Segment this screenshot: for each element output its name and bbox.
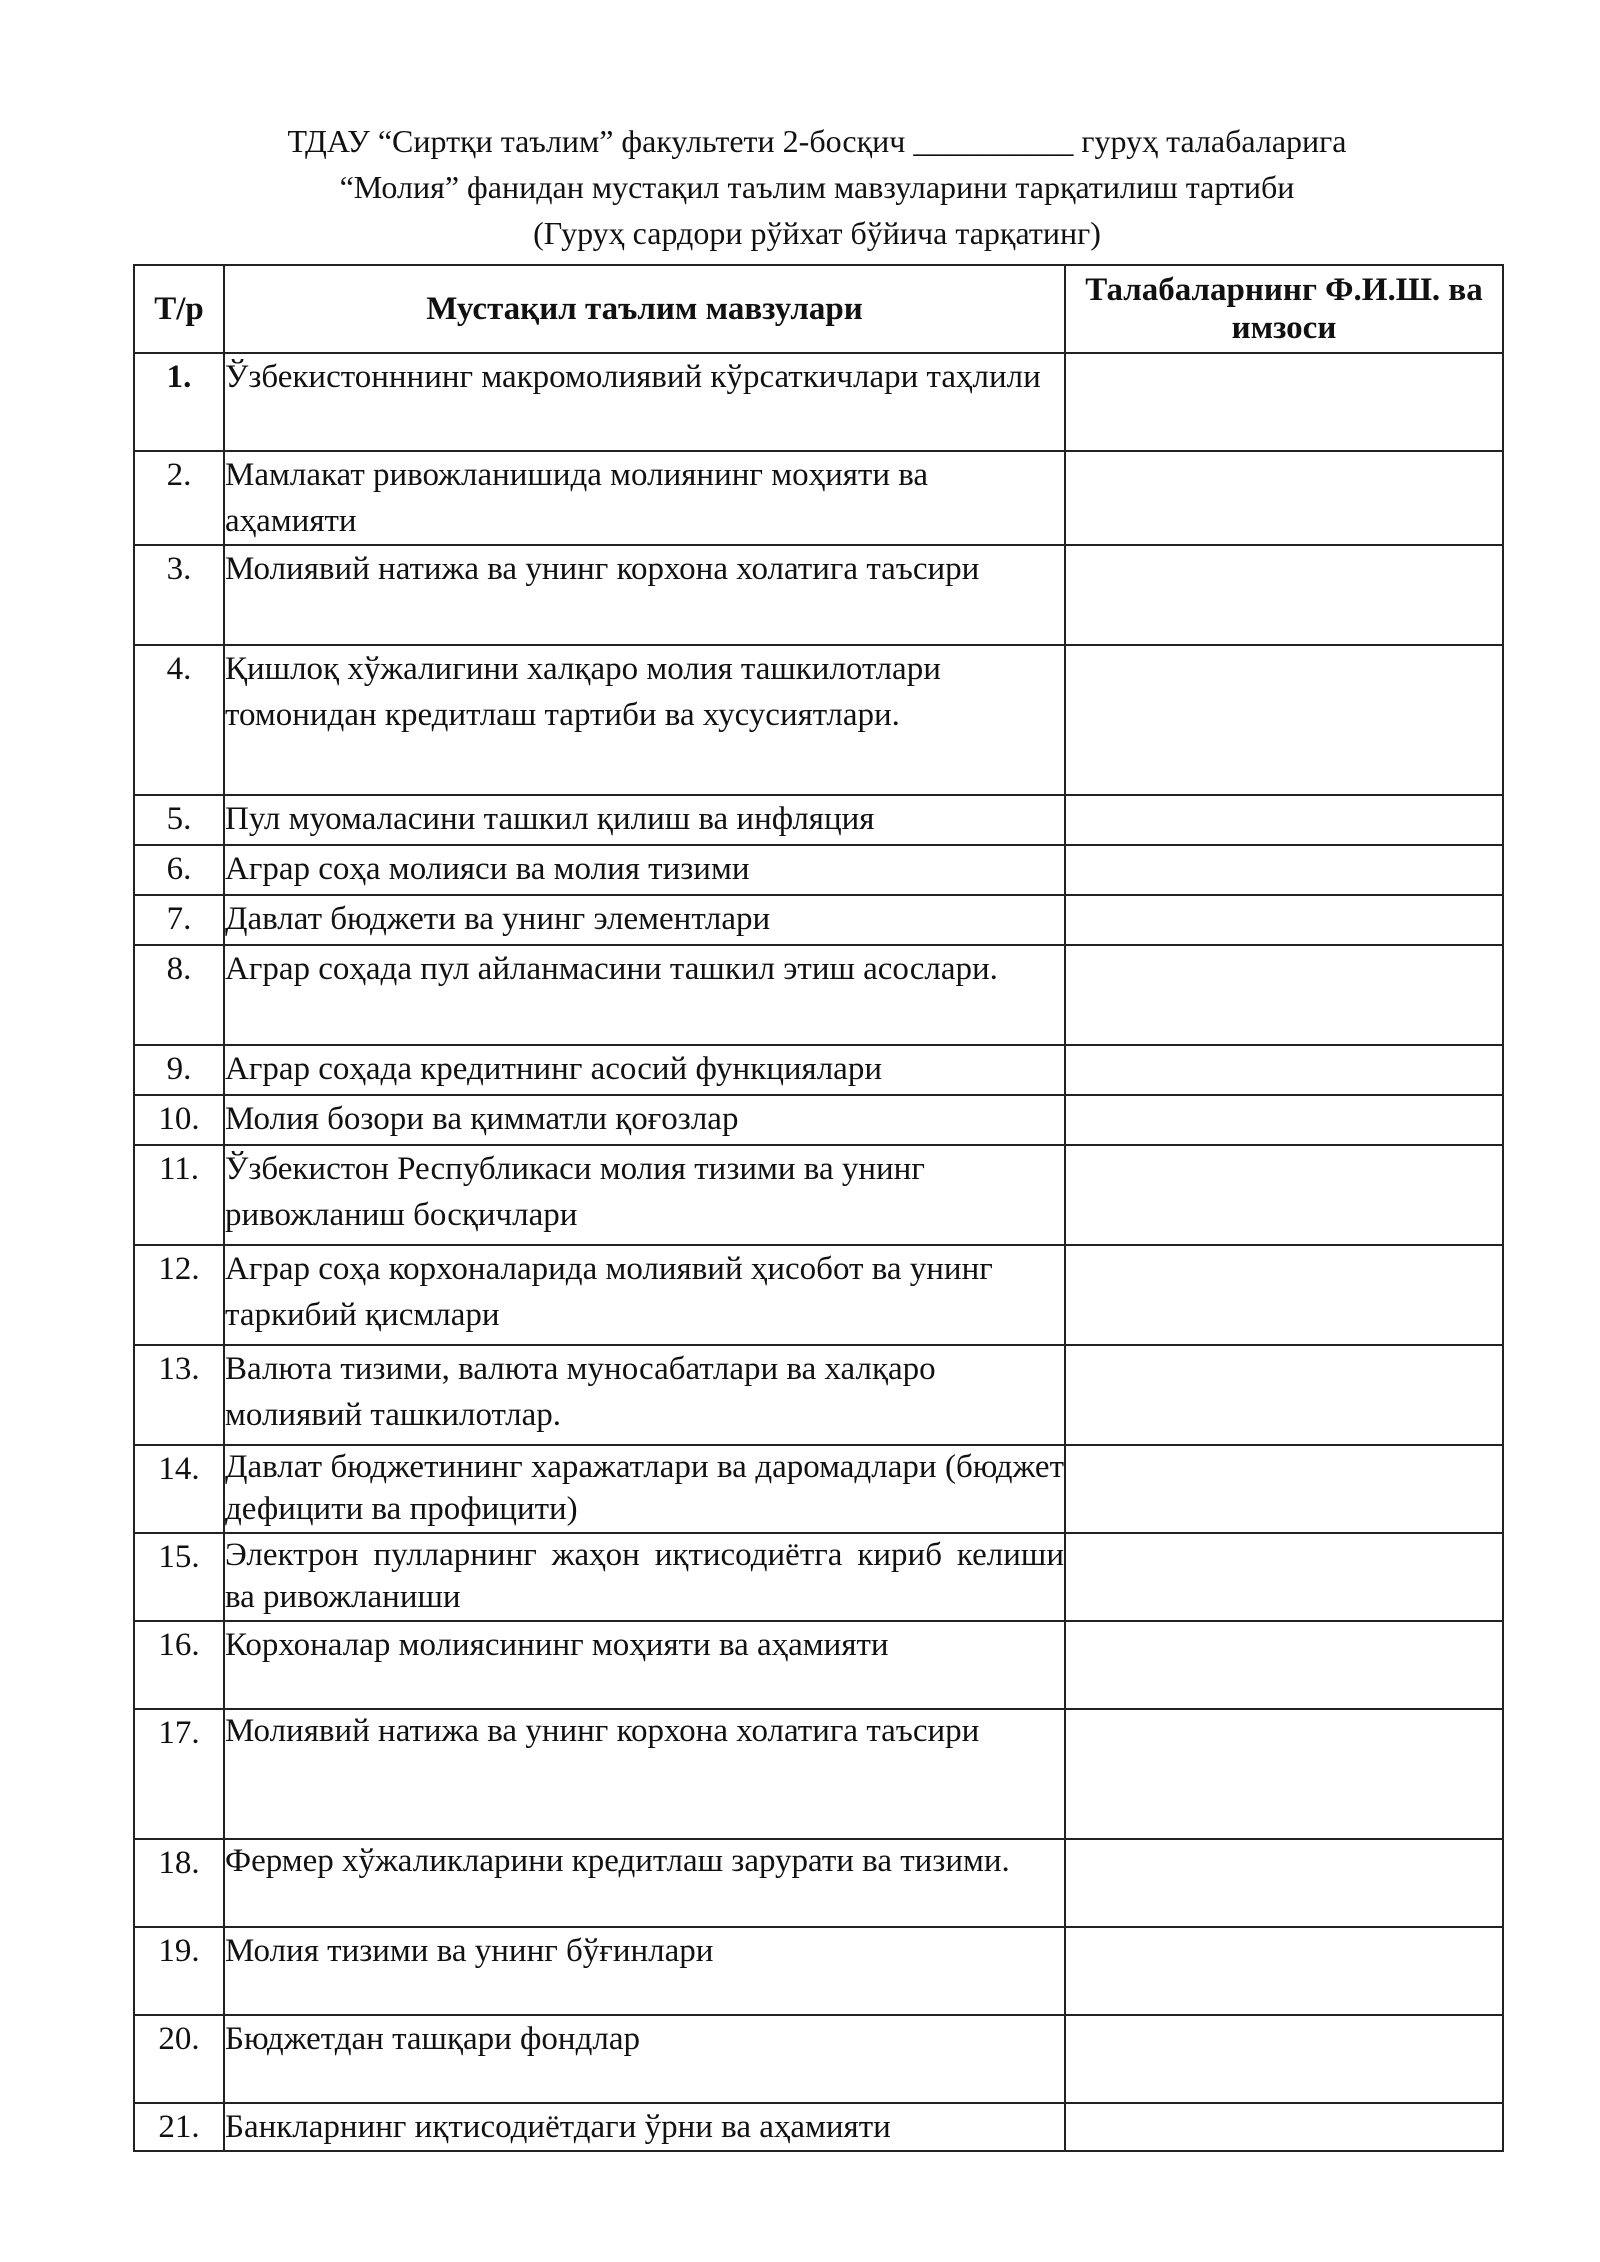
table-row xyxy=(134,1621,1503,1709)
table-row xyxy=(134,1345,1503,1445)
row-topic: Пул муомаласини ташкил қилиш ва инфляция xyxy=(224,795,1065,845)
row-topic: Молиявий натижа ва унинг корхона холатига таъсири xyxy=(224,1709,1065,1839)
row-topic: Давлат бюджетининг харажатлари ва даромадлари (бюджет дефицити ва профицити) xyxy=(224,1445,1065,1533)
row-signature-cell[interactable] xyxy=(1065,353,1503,451)
table-row xyxy=(134,845,1503,895)
row-topic: Электрон пулларнинг жаҳон иқтисодиётга кириб келиши ва ривожланиши xyxy=(224,1533,1065,1621)
row-signature-cell[interactable] xyxy=(1065,1839,1503,1927)
topics-table xyxy=(133,264,1504,2152)
row-number: 12. xyxy=(134,1245,224,1345)
row-signature-cell[interactable] xyxy=(1065,2015,1503,2103)
column-header-number: Т/р xyxy=(134,265,224,353)
row-topic: Молиявий натижа ва унинг корхона холатига таъсири xyxy=(224,545,1065,645)
row-topic: Аграр соҳада кредитнинг асосий функциялари xyxy=(224,1045,1065,1095)
row-signature-cell[interactable] xyxy=(1065,451,1503,545)
row-signature-cell[interactable] xyxy=(1065,945,1503,1045)
row-topic: Молия бозори ва қимматли қоғозлар xyxy=(224,1095,1065,1145)
row-topic: Қишлоқ хўжалигини халқаро молия ташкилотлари томонидан кредитлаш тартиби ва хусусиятлари. xyxy=(224,645,1065,795)
row-signature-cell[interactable] xyxy=(1065,1533,1503,1621)
row-number: 7. xyxy=(134,895,224,945)
row-number: 21. xyxy=(134,2103,224,2151)
row-number: 20. xyxy=(134,2015,224,2103)
column-header-topic: Мустақил таълим мавзулари xyxy=(224,265,1065,353)
table-row xyxy=(134,1709,1503,1839)
row-signature-cell[interactable] xyxy=(1065,2103,1503,2151)
row-number: 17. xyxy=(134,1709,224,1839)
row-signature-cell[interactable] xyxy=(1065,1245,1503,1345)
row-signature-cell[interactable] xyxy=(1065,1145,1503,1245)
row-topic: Аграр соҳа корхоналарида молиявий ҳисобот ва унинг таркибий қисмлари xyxy=(224,1245,1065,1345)
row-signature-cell[interactable] xyxy=(1065,795,1503,845)
row-number: 19. xyxy=(134,1927,224,2015)
table-row xyxy=(134,1533,1503,1621)
row-number: 11. xyxy=(134,1145,224,1245)
row-number: 3. xyxy=(134,545,224,645)
row-number: 15. xyxy=(134,1533,224,1621)
table-row xyxy=(134,1445,1503,1533)
document-header xyxy=(133,118,1501,256)
table-row xyxy=(134,1045,1503,1095)
row-topic: Банкларнинг иқтисодиётдаги ўрни ва аҳамияти xyxy=(224,2103,1065,2151)
row-topic: Корхоналар молиясининг моҳияти ва аҳамияти xyxy=(224,1621,1065,1709)
row-number: 10. xyxy=(134,1095,224,1145)
row-number: 13. xyxy=(134,1345,224,1445)
table-row xyxy=(134,1839,1503,1927)
column-header-signature: Талабаларнинг Ф.И.Ш. ва имзоси xyxy=(1065,265,1503,353)
row-signature-cell[interactable] xyxy=(1065,645,1503,795)
row-topic: Мамлакат ривожланишида молиянинг моҳияти ва аҳамияти xyxy=(224,451,1065,545)
row-topic: Давлат бюджети ва унинг элементлари xyxy=(224,895,1065,945)
row-number: 6. xyxy=(134,845,224,895)
row-signature-cell[interactable] xyxy=(1065,845,1503,895)
row-signature-cell[interactable] xyxy=(1065,1045,1503,1095)
table-row xyxy=(134,945,1503,1045)
table-row xyxy=(134,1245,1503,1345)
row-signature-cell[interactable] xyxy=(1065,1621,1503,1709)
row-number: 9. xyxy=(134,1045,224,1095)
row-number: 4. xyxy=(134,645,224,795)
row-number: 8. xyxy=(134,945,224,1045)
row-topic: Ўзбекистонннинг макромолиявий кўрсаткичлари таҳлили xyxy=(224,353,1065,451)
row-number: 5. xyxy=(134,795,224,845)
row-topic: Валюта тизими, валюта муносабатлари ва халқаро молиявий ташкилотлар. xyxy=(224,1345,1065,1445)
row-signature-cell[interactable] xyxy=(1065,1095,1503,1145)
table-row xyxy=(134,353,1503,451)
table-row xyxy=(134,2015,1503,2103)
table-body xyxy=(134,353,1503,2151)
table-row xyxy=(134,2103,1503,2151)
row-topic: Бюджетдан ташқари фондлар xyxy=(224,2015,1065,2103)
row-number: 2. xyxy=(134,451,224,545)
table-row xyxy=(134,1145,1503,1245)
table-header-row xyxy=(134,265,1503,353)
row-topic: Аграр соҳада пул айланмасини ташкил этиш асослари. xyxy=(224,945,1065,1045)
header-line-3: (Гуруҳ сардори рўйхат бўйича тарқатинг) xyxy=(533,215,1101,251)
row-number: 1. xyxy=(134,353,224,451)
row-signature-cell[interactable] xyxy=(1065,1345,1503,1445)
table-row xyxy=(134,545,1503,645)
row-signature-cell[interactable] xyxy=(1065,1927,1503,2015)
row-signature-cell[interactable] xyxy=(1065,545,1503,645)
row-signature-cell[interactable] xyxy=(1065,895,1503,945)
header-line-1: ТДАУ “Сиртқи таълим” факультети 2-босқич __________ гуруҳ талабаларига xyxy=(287,123,1347,159)
table-row xyxy=(134,451,1503,545)
table-row xyxy=(134,1927,1503,2015)
table-row xyxy=(134,645,1503,795)
row-signature-cell[interactable] xyxy=(1065,1445,1503,1533)
table-row xyxy=(134,895,1503,945)
row-topic: Молия тизими ва унинг бўғинлари xyxy=(224,1927,1065,2015)
row-number: 18. xyxy=(134,1839,224,1927)
table-row xyxy=(134,795,1503,845)
row-number: 16. xyxy=(134,1621,224,1709)
table-row xyxy=(134,1095,1503,1145)
row-topic: Фермер хўжаликларини кредитлаш зарурати ва тизими. xyxy=(224,1839,1065,1927)
row-topic: Ўзбекистон Республикаси молия тизими ва унинг ривожланиш босқичлари xyxy=(224,1145,1065,1245)
row-topic: Аграр соҳа молияси ва молия тизими xyxy=(224,845,1065,895)
row-number: 14. xyxy=(134,1445,224,1533)
row-signature-cell[interactable] xyxy=(1065,1709,1503,1839)
header-line-2: “Молия” фанидан мустақил таълим мавзуларини тарқатилиш тартиби xyxy=(339,169,1295,205)
